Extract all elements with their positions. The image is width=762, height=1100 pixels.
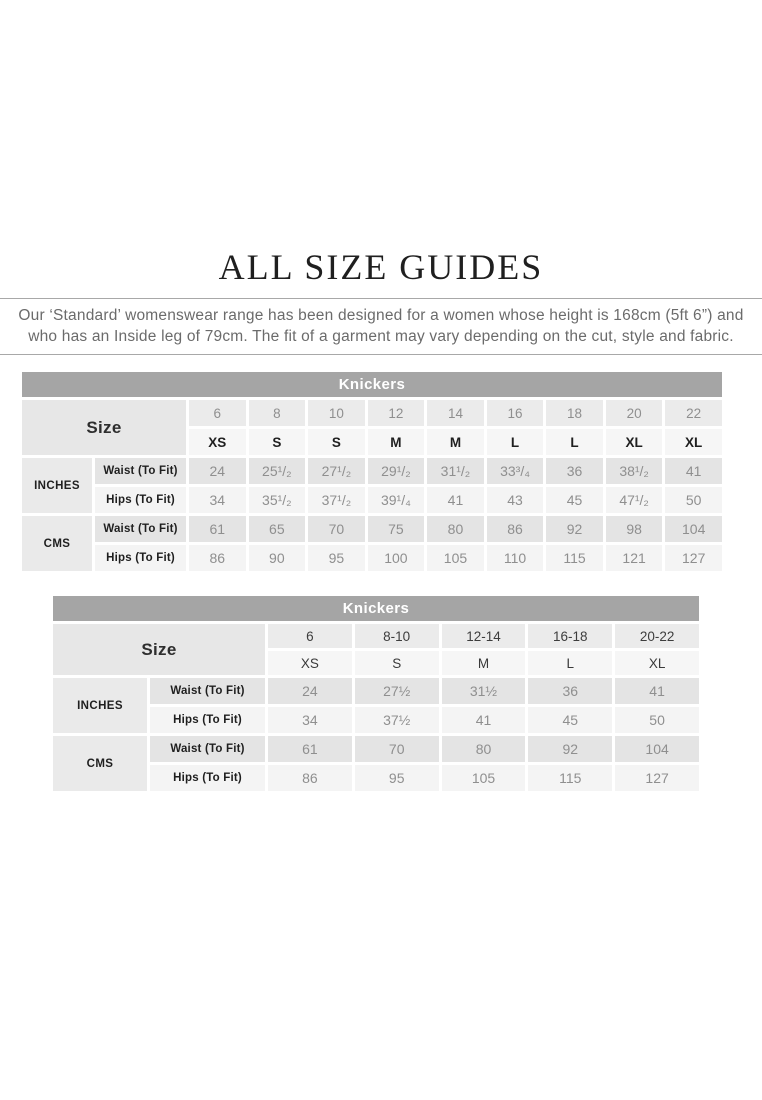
measure-value-cell: 34 [189,487,246,513]
measure-value-cell: 104 [615,736,699,762]
measure-value-cell: 33³/₄ [487,458,544,484]
measure-value-cell: 86 [189,545,246,571]
size-alpha-cell: L [528,651,612,675]
measure-label-cell: Hips (To Fit) [150,765,265,791]
measure-value-cell: 65 [249,516,306,542]
size-alpha-cell: S [308,429,365,455]
size-number-cell: 14 [427,400,484,426]
measure-value-cell: 36 [546,458,603,484]
size-number-cell: 12-14 [442,624,526,648]
size-alpha-cell: XL [665,429,722,455]
measure-value-cell: 37½ [355,707,439,733]
measure-value-cell: 41 [427,487,484,513]
size-number-cell: 16-18 [528,624,612,648]
size-number-cell: 16 [487,400,544,426]
measure-value-cell: 61 [189,516,246,542]
measure-value-cell: 29¹/₂ [368,458,425,484]
size-number-cell: 6 [268,624,352,648]
measure-value-cell: 41 [442,707,526,733]
size-number-cell: 18 [546,400,603,426]
measure-value-cell: 50 [615,707,699,733]
size-number-cell: 8 [249,400,306,426]
measure-value-cell: 86 [487,516,544,542]
measure-value-cell: 38¹/₂ [606,458,663,484]
size-number-cell: 20-22 [615,624,699,648]
measure-value-cell: 24 [268,678,352,704]
measure-value-cell: 41 [615,678,699,704]
size-alpha-cell: M [368,429,425,455]
measure-value-cell: 104 [665,516,722,542]
knickers-size-table-grouped [50,593,702,794]
size-alpha-cell: L [487,429,544,455]
measure-value-cell: 41 [665,458,722,484]
measure-value-cell: 47¹/₂ [606,487,663,513]
measure-value-cell: 36 [528,678,612,704]
page-title: ALL SIZE GUIDES [218,247,544,287]
size-header-cell: Size [53,624,265,675]
measure-value-cell: 121 [606,545,663,571]
measure-value-cell: 31¹/₂ [427,458,484,484]
measure-value-cell: 43 [487,487,544,513]
intro-line-1: Our ‘Standard’ womenswear range has been designed for a women whose height is 168cm (5ft 6”) and [18,307,744,324]
measure-value-cell: 61 [268,736,352,762]
measure-value-cell: 105 [427,545,484,571]
measure-value-cell: 70 [355,736,439,762]
measure-value-cell: 115 [528,765,612,791]
measure-label-cell: Waist (To Fit) [95,516,186,542]
measure-label-cell: Waist (To Fit) [95,458,186,484]
measure-value-cell: 27¹/₂ [308,458,365,484]
unit-cell-cms: CMS [22,516,92,571]
measure-value-cell: 80 [427,516,484,542]
measure-value-cell: 45 [528,707,612,733]
size-alpha-cell: XS [268,651,352,675]
size-number-cell: 10 [308,400,365,426]
measure-label-cell: Waist (To Fit) [150,736,265,762]
measure-value-cell: 127 [615,765,699,791]
size-alpha-cell: M [427,429,484,455]
measure-value-cell: 45 [546,487,603,513]
measure-value-cell: 31½ [442,678,526,704]
measure-value-cell: 86 [268,765,352,791]
size-alpha-cell: XL [615,651,699,675]
unit-cell-cms: CMS [53,736,147,791]
unit-cell-inches: INCHES [22,458,92,513]
measure-value-cell: 35¹/₂ [249,487,306,513]
measure-value-cell: 34 [268,707,352,733]
table-title: Knickers [53,596,699,621]
size-number-cell: 8-10 [355,624,439,648]
size-alpha-cell: S [355,651,439,675]
measure-value-cell: 95 [308,545,365,571]
measure-label-cell: Hips (To Fit) [150,707,265,733]
table-title: Knickers [22,372,722,397]
size-header-cell: Size [22,400,186,455]
measure-label-cell: Hips (To Fit) [95,545,186,571]
size-alpha-cell: L [546,429,603,455]
measure-label-cell: Hips (To Fit) [95,487,186,513]
measure-value-cell: 25¹/₂ [249,458,306,484]
measure-value-cell: 90 [249,545,306,571]
intro-line-2: who has an Inside leg of 79cm. The fit of a garment may vary depending on the cut, style and fabric. [28,328,734,345]
measure-value-cell: 100 [368,545,425,571]
measure-value-cell: 105 [442,765,526,791]
intro-section [0,298,762,355]
measure-value-cell: 115 [546,545,603,571]
measure-value-cell: 80 [442,736,526,762]
measure-value-cell: 127 [665,545,722,571]
measure-label-cell: Waist (To Fit) [150,678,265,704]
measure-value-cell: 24 [189,458,246,484]
measure-value-cell: 39¹/₄ [368,487,425,513]
measure-value-cell: 92 [528,736,612,762]
size-alpha-cell: XS [189,429,246,455]
measure-value-cell: 37¹/₂ [308,487,365,513]
measure-value-cell: 95 [355,765,439,791]
knickers-size-table-standard [19,369,725,574]
measure-value-cell: 75 [368,516,425,542]
size-number-cell: 20 [606,400,663,426]
unit-cell-inches: INCHES [53,678,147,733]
size-number-cell: 12 [368,400,425,426]
measure-value-cell: 92 [546,516,603,542]
size-alpha-cell: S [249,429,306,455]
size-number-cell: 6 [189,400,246,426]
size-number-cell: 22 [665,400,722,426]
size-alpha-cell: XL [606,429,663,455]
measure-value-cell: 70 [308,516,365,542]
measure-value-cell: 50 [665,487,722,513]
measure-value-cell: 27½ [355,678,439,704]
measure-value-cell: 98 [606,516,663,542]
size-alpha-cell: M [442,651,526,675]
measure-value-cell: 110 [487,545,544,571]
